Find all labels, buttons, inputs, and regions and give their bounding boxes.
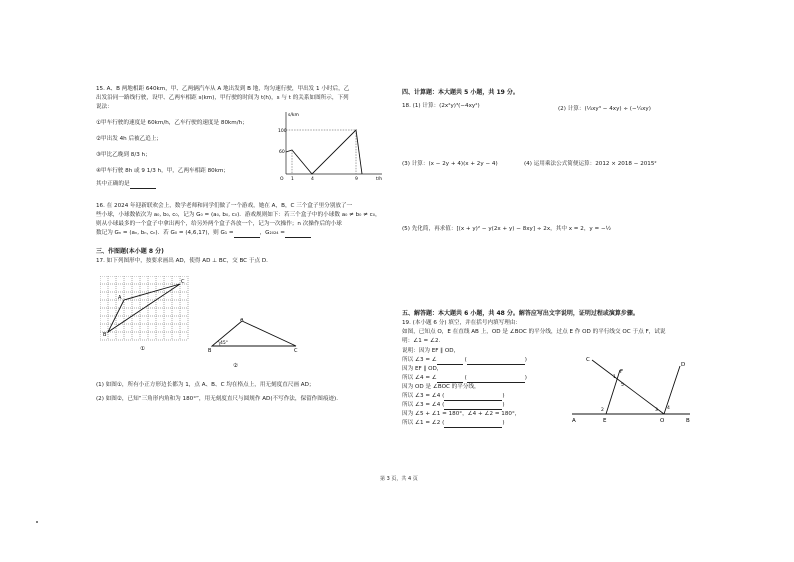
q17-fig1-point-b: B [103, 332, 107, 338]
q17-angle-label: 45° [220, 341, 228, 346]
q17-fig2-label: ② [233, 363, 238, 369]
q15-statement-1: ①甲车行驶的速度是 60km/h，乙车行驶的速度是 80km/h； [96, 120, 248, 126]
q17-fig2-point-a: A [240, 318, 244, 323]
q17-fig1-point-c: C [181, 279, 185, 285]
q15-answer-line [96, 181, 156, 189]
q19-point-o: O [660, 418, 665, 424]
q17-fig2-point-b: B [208, 348, 212, 354]
q17-text: 17. 如下列图形中，按要求画出 AD，使得 AD ⊥ BC，交 BC 于点 D. [96, 258, 268, 264]
q15-line1: 15. A、B 两地相距 640km，甲、乙两辆汽车从 A 地出发到 B 地，均匀速行驶，甲出发 1 小时后，乙 [96, 86, 350, 92]
q15-y-axis-label: s/km [288, 113, 299, 118]
q19-line-9-reason[interactable] [444, 422, 502, 428]
q18-part1: 18. (1) 计算：(2x²y)³(−4xy²) [402, 103, 480, 109]
q19-to-show: 明：∠1 = ∠2. [402, 338, 441, 344]
q19-line-5: 因为 OD 是 ∠BOC 的平分线， [402, 384, 480, 390]
q15-answer-label: 其中正确的是 [96, 181, 130, 187]
q15-x-tick-9: 9 [355, 177, 358, 180]
q15-line3: 说法： [96, 104, 113, 110]
q19-line-2-reason[interactable] [467, 359, 525, 365]
q15-x-tick-4: 4 [311, 177, 314, 180]
q19-point-c: C [586, 357, 590, 363]
q15-y-tick-60: 60 [279, 150, 285, 155]
q16-line4 [96, 230, 311, 238]
q18-part2: (2) 计算：(⅓xy³ − 4xy) ÷ (−¼xy) [558, 106, 651, 112]
q15-y-tick-100: 100 [278, 129, 287, 134]
q19-line-9: 所以 ∠1 = ∠2 ( ) [402, 420, 505, 426]
q19-line-4-blank[interactable] [437, 377, 463, 383]
q19-point-b: B [686, 418, 690, 424]
q19-line-9-text: 所以 ∠1 = ∠2 [402, 420, 441, 426]
q17-fig2-point-c: C [294, 348, 298, 354]
q16-line3: 则从小球最多的一个盒子中拿出两个，给另外两个盒子各放一个，记为一次操作；n 次操作后的小球 [96, 221, 342, 227]
q19-line-7: 所以 ∠3 = ∠4 ( ) [402, 402, 505, 408]
q19-angle-1: 1 [613, 375, 616, 380]
q18-part4: (4) 运用乘法公式简便运算：2012 × 2018 − 2015² [524, 161, 657, 167]
q15-x-tick-1: 1 [291, 177, 294, 180]
q18-part5: (5) 先化简，再求值：[(x + y)² − y(2x + y) − 8xy] ÷ 2x，其中 x = 2，y = −½ [402, 226, 612, 232]
q19-line-7-text: 所以 ∠3 = ∠4 [402, 402, 441, 408]
q17-part2: (2) 如图②，已知“三角形内角和为 180°”，用无刻度直尺与圆规作 AD(不写作法，保留作图痕迹). [96, 396, 339, 402]
q19-line-2: 所以 ∠3 = ∠ ( ) [402, 357, 527, 363]
q15-line2: 出发沿同一路线行驶，设甲、乙两车相距 s(km)，甲行驶的时间为 t(h)，s 与 t 的关系如图所示，下列 [96, 95, 349, 101]
q15-origin-label: O [280, 177, 284, 180]
q18-part3: (3) 计算：(x − 2y + 4)(x + 2y − 4) [402, 161, 498, 167]
page-footer: 第 3 页，共 4 页 [380, 476, 418, 482]
q15-answer-blank[interactable] [130, 183, 156, 189]
section-3-title: 三、作图题(本小题 8 分) [96, 248, 164, 255]
q19-angle-3: 3 [655, 408, 658, 413]
q17-fig1-point-a: A [118, 295, 122, 301]
q16-g1-label: 数记为 Gₙ = (aₙ, bₙ, cₙ)．若 G₀ = (4,6,17)，则 G₁ = [96, 230, 234, 236]
q16-line2: 些小球，小球数依次为 a₀, b₀, c₀，记为 G₀ = (a₀, b₀, c₀)．游戏规则如下：若三个盒子中的小球数 a₀ ≠ b₀ ≠ c₀， [96, 212, 381, 218]
section-4-title: 四、计算题：本大题共 5 小题，共 19 分。 [402, 89, 519, 96]
q19-line-6-reason[interactable] [444, 395, 502, 401]
q16-g1-blank[interactable] [234, 232, 260, 238]
q15-statement-3: ③甲比乙晚到 8/3 h； [96, 152, 151, 158]
q19-angle-4: 4 [667, 406, 670, 411]
q19-line-6-text: 所以 ∠3 = ∠4 [402, 393, 441, 399]
q19-point-e: E [603, 418, 607, 424]
q19-point-a: A [572, 418, 576, 424]
q19-angle-2: 2 [601, 408, 604, 413]
q19-line-oc [592, 360, 664, 414]
q19-line-3: 因为 EF ∥ OD， [402, 366, 443, 372]
q15-graph-line [286, 130, 362, 174]
q19-heading: 19. (本小题 6 分) 填空，并在括号内填写理由： [402, 320, 522, 326]
q19-line-2-blank[interactable] [437, 359, 463, 365]
q19-line-4: 所以 ∠4 = ∠ ( ) [402, 375, 527, 381]
q19-line-1: 说明：因为 EF ∥ OD， [402, 348, 460, 354]
q17-grid-figure [100, 276, 190, 352]
q16-g2024-label: ，G₂₀₂₄ = [259, 230, 285, 236]
q16-g2024-blank[interactable] [285, 232, 311, 238]
q19-line-2-text: 所以 ∠3 = ∠ [402, 357, 437, 363]
q15-graph [278, 108, 388, 180]
q17-part1: (1) 如图①，所有小正方形边长都为 1，点 A、B、C 均在格点上，用无刻度直尺画 AD； [96, 382, 315, 388]
q19-figure [570, 354, 694, 426]
q15-statement-4: ④甲车行驶 8h 或 9 1/3 h，甲，乙两车相距 80km； [96, 168, 230, 174]
q19-line-6: 所以 ∠3 = ∠4 ( ) [402, 393, 505, 399]
q19-point-d: D [681, 362, 686, 368]
q16-line1: 16. 在 2024 年迎新联欢会上，数学老师和同学们做了一个游戏，她在 A，B，C 三个盒子里分别放了一 [96, 203, 353, 209]
q17-triangle-figure [206, 318, 306, 358]
scan-speck [36, 521, 38, 523]
q17-fig2-label-svg [232, 360, 244, 370]
section-5-title: 五、解答题：本大题共 6 小题，共 48 分。解答应写出文字说明，证明过程或演算步骤。 [402, 310, 639, 317]
q15-x-axis-label: t/h [376, 177, 383, 180]
q19-line-8: 因为 ∠5 + ∠1 = 180°，∠4 + ∠2 = 180°， [402, 411, 521, 417]
q19-line-4-reason[interactable] [467, 377, 525, 383]
q19-point-f: F [620, 369, 624, 375]
q17-fig1-label: ① [140, 346, 145, 352]
q19-line-7-reason[interactable] [444, 404, 502, 410]
q19-line-4-text: 所以 ∠4 = ∠ [402, 375, 437, 381]
q19-given: 如图，已知点 O，E 在直线 AB 上，OD 是 ∠BOC 的平分线，过点 E 作 OD 的平行线交 OC 于点 F，试说 [402, 329, 666, 335]
q15-statement-2: ②甲出发 4h 后被乙追上； [96, 136, 163, 142]
q19-angle-5: 5 [621, 383, 624, 388]
